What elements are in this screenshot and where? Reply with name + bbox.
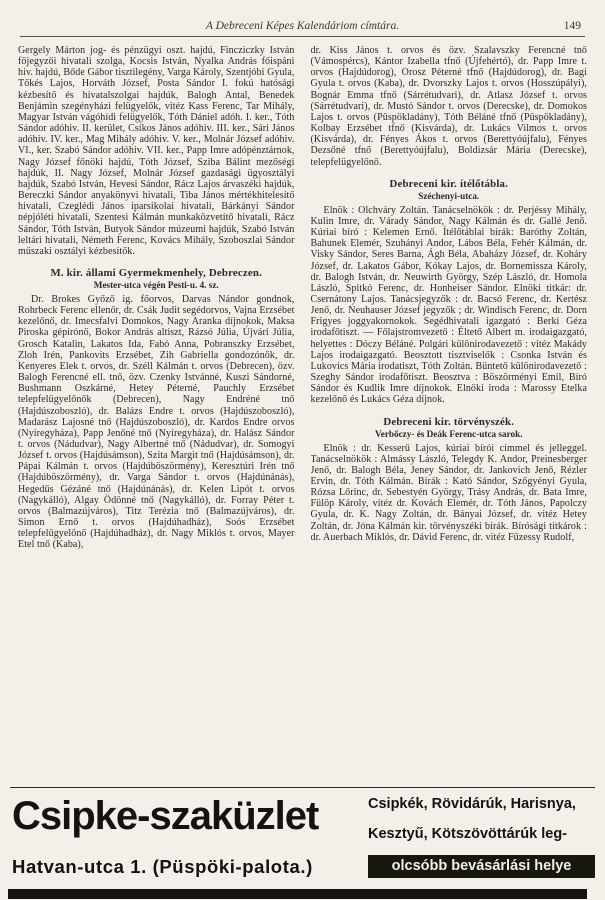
ad-left-block bbox=[12, 796, 364, 878]
left-continuation-paragraph: Gergely Márton jog- és pénzügyi oszt. hajdú, Fincziczky István főjegyzői hivatali szolga, Kocsis István, Nyalka András főispáni hiv. hajdú, Bőde Gábor tisztilegény, Varga Károly, Szentjóbi Gyula, Tőkés Lajos, Horváth József, Posta Sándor I. fokú hatósági kézbesítő és hivatalszolgai hajdúk, Balogh Antal, Benedek Benjámin szegényházi felügyelők, vitéz Kass Ferenc, Tar Mihály, Magyar István vágóhídi felügyelők, Tóth Dániel adóh. I. ker., Tóth Sándor adóhiv. II. kerület, Csíkos János adóhiv. III. ker., Sári János adóhiv. IV. ker., Mag Mihály adóhiv. V. ker., Molnár József adóhiv. VI., ker. Szabó Sándor adóhiv. VII. ker., Papp Imre adópénztárnok, Nagy József főnöki hajdú, Tóth József, Sziba Bálint mezőségi hajdúk, II. Nagy József, Molnár József gazdasági ügyosztályi hajdúk, Szabó István, Hevesi Sándor, Rácz Lajos árvaszéki hajdúk, Bereczki Sándor anyakönyvi hivatali, Tiba János mértékhitelesítő hivatali, Czeglédi János iparsikolai hivatali, Bárkányi Sándor népjóléti hivatali, Szentesi Kálmán munkaközvetítő hivatali, Rácz Sándor, Tóth István, Butyok Sándor múzeumi hajdúk, Szabó István leltári hivatali, Németh Ferenc, Kovács Mihály, Szoboszlai Sándor műszaki osztályi kézbesítők. bbox=[18, 45, 295, 257]
right-column bbox=[311, 45, 588, 751]
running-title: A Debreceni Képes Kalendáriom címtára. bbox=[205, 20, 400, 32]
ad-line-1: Csipkék, Rövidárúk, Harisnya, bbox=[368, 796, 576, 812]
section-heading-gyermekmenhely: M. kir. állami Gyermekmenhely, Debreczen. bbox=[50, 266, 262, 279]
section-heading-torvenyszek: Debreceni kir. törvényszék. bbox=[383, 415, 515, 428]
ad-line-3-inverted: olcsóbb bevásárlási helye bbox=[368, 855, 595, 878]
page-header bbox=[20, 20, 585, 37]
itelotabla-body-paragraph: Elnök : Olchváry Zoltán. Tanácselnökök : dr. Perjéssy Mihály, Kulin Imre, dr. Várady Sándor, Nagy Kálmán és dr. Gallé Jenő. Kúriai bíró : Kelemen Ernő. Ítélőtáblai bírák: Baróthy Zoltán, Bahunek Elemér, Szuhányi Andor, Lábos Béla, Fehér Kálmán, dr. Visky Sándor, Seres Barna, Ágh Béla, Abaházy József, dr. Koháry József, dr. Lakatos Gábor, Kókay Lajos, dr. Bornemissza Károly, dr. Balogh István, dr. Neuwirth György, Szép László, dr. Homola László, Spitkó Ferenc, dr. Honheiser Sándor. Elnöki titkár: dr. Csernátony Lajos. Tanácsjegyzők : dr. Bacsó Ferenc, dr. Kertész Jenő, dr. Neuhauser József jegyzők ; dr. Windisch Ferenc, dr. Dorn Frigyes joggyakornokok. Segédhivatali igazgató : Berki Géza irodafőtiszt. — Főlajstromvezető : Éltető Albert m. irodaigazgató, helyettes : Dóczy Béláné. Polgári különirodavezető : vitéz Makády Lajos irodaigazgató. Beosztott tisztviselők : Csonka István és Lukovics Mária irodatiszt, Tóth Zoltán. Büntető különirodavezető : Szeghy Sándor irodafőtiszt. Beosztva : Böszörményi Emil, Bíró Sándor és Kudlik Imre díjnokok. Elnöki iroda : Marossy Etelka kezelőnő és Lukács Géza díjnok. bbox=[310, 204, 587, 406]
left-column bbox=[18, 45, 295, 751]
text-columns bbox=[18, 45, 587, 751]
advertisement bbox=[12, 796, 595, 878]
section-subheading-torvenyszek: Verbőczy- és Deák Ferenc-utca sarok. bbox=[374, 428, 523, 439]
section-subheading-gyermekmenhely: Mester-utca végén Pesti-u. 4. sz. bbox=[93, 279, 219, 290]
ad-line-2: Kesztyű, Kötszövöttárúk leg- bbox=[368, 825, 567, 842]
right-continuation-paragraph: dr. Kiss János t. orvos és özv. Szalavszky Ferencné tnő (Vámospércs), Kántor Izabella tfnő (Újfehértó), dr. Papp Imre t. orvos (Hajdúdorog), Orosz Péterné tfnő (Hajdúdorog), dr. Bagi Gyula t. orvos (Kaba), dr. Dvorszky Lajos t. orvos (Hosszúpályi), Bognár Emma tfnő (Sárrétudvari), dr. Atlasz József t. orvos (Sárrétudvari), dr. Mustó Sándor t. orvos (Derecske), dr. Domokos Lajos t. orvos (Püspökladány), Tóth Béláné tfnő (Püspökladány), Kolbay Erzsébet tfnő (Kisvárda), dr. Lukács Vilmos t. orvos (Kisvárda), dr. Fényes Ákos t. orvos (Berettyóújfalu), Fényes Dezsőné tfnő (Berettyóújfalu), Boldizsár Mária (Derecske), telepfelügyelőnő. bbox=[310, 45, 587, 168]
page-number: 149 bbox=[563, 20, 581, 32]
section-subheading-itelotabla: Széchenyi-utca. bbox=[418, 190, 480, 201]
gyermekmenhely-body-paragraph: Dr. Brokes Győző ig. főorvos, Darvas Nándor gondnok, Rohrbeck Ferenc ellenőr, dr. Csák Judit segédorvos, Vajna Erzsébet kezelőnő, dr. Imecsfalvi Domokos, Nagy Aranka díjnokok, Maksa Piroska gépírónő, Bokor András altiszt, Rázsó Júlia, Újvári Júlia, Grosch Katalin, Lakatos Ida, Fabó Anna, Pobranszky Erzsébet, Zloh Irén, Pankovits Erzsébet, Zih Gabriella gondozónők, dr. Kenyeres Elek t. orvos, dr. Széll Kálmán t. orvos (Debrecen), özv. Balogh Ferencné ell. tnő, özv. Czenky Istvánné, Kuszi Sándorné, Bushmann Oszkárné, Hetey Péterné, Pauchly Erzsébet telepfelügyelőnők (Debrecen), Nagy Endréné tnő (Hajdúszoboszló), dr. Balázs Endre t. orvos (Hajdúszoboszló), Madarász Lajosné tnő (Hajdúszoboszló), dr. Kardos Endre orvos (Nyíregyháza), Papp Jenőné tnő (Nyíregyháza), dr. Halász Sándor t. orvos (Nádudvar), Nagy Albertné tnő (Nádudvar), dr. Somogyi József t. orvos (Hajdúsámson), Szita Margit tnő (Hajdúsámson), dr. Pápai Kálmán t. orvos (Hajdúböszörmény), Keresztúri Irén tnő (Hajdúböszörmény), dr. Varga Sándor t. orvos (Hajdúnánás), Hegedűs Gézáné tnő (Hajdúnánás), dr. Kelen Lipót t. orvos (Nagykálló), Algay Ödönné tnő (Nagykálló), dr. Forray Péter t. orvos (Balmazújváros), Titz Terézia tnő (Balmazújváros), dr. Simon Ernő t. orvos (Hajdúhadház), Soós Erzsébet telepfelügyelőnő (Hajdúhadház), dr. Nagy Miklós t. orvos, Mayer Etel tnő (Kaba), bbox=[18, 293, 295, 551]
ad-right-block bbox=[364, 796, 595, 878]
section-heading-itelotabla: Debreceni kir. ítélőtábla. bbox=[389, 177, 509, 190]
torvenyszek-body-paragraph: Elnök : dr. Kesserű Lajos, kúriai bírói címmel és jelleggel. Tanácselnökök : Almássy László, Telegdy K. Andor, Preinesberger Jenő, dr. Balogh Béla, Jeney Sándor, dr. Jankovich Jenő, Rézler Ervin, dr. Tóth Kálmán. Bírák : Kató Sándor, Szőgyényi Gyula, Rózsa Lőrinc, dr. Sebestyén György, Trásy András, dr. Bata Imre, Fülöp Károly, vitéz dr. Kovách Elemér, dr. Tóth János, Papolczy Gyula, dr. K. Nagy Zoltán, dr. Bányai József, dr. vitéz Hetey Zoltán, dr. Jóna Kálmán kir. törvényszéki bírák. Bírósági titkárok : dr. Auerbach Miklós, dr. Dávid Ferenc, dr. vitéz Füzessy Rudolf, bbox=[310, 442, 587, 543]
ad-top-rule bbox=[10, 787, 595, 788]
scan-edge-bar bbox=[8, 889, 587, 899]
ad-title: Csipke-szaküzlet bbox=[12, 794, 319, 838]
ad-address: Hatvan-utca 1. (Püspöki-palota.) bbox=[12, 856, 313, 877]
